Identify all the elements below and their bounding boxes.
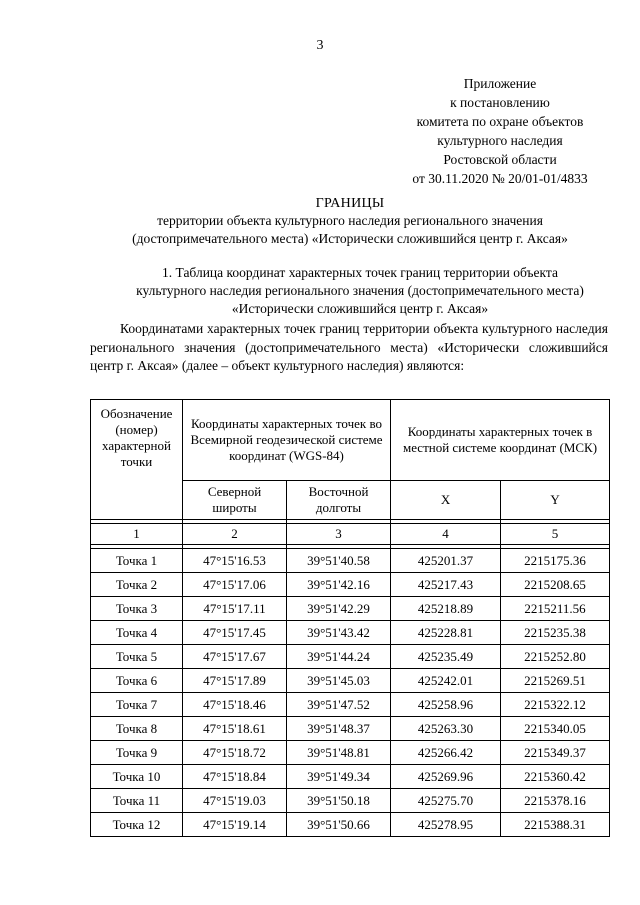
point-name: Точка 5: [91, 645, 183, 669]
point-x: 425228.81: [391, 621, 501, 645]
column-number: 4: [391, 524, 501, 545]
table-row: [91, 669, 610, 693]
point-x: 425258.96: [391, 693, 501, 717]
point-latitude: 47°15'17.11: [183, 597, 287, 621]
appendix-line: культурного наследия: [437, 133, 563, 148]
point-latitude: 47°15'16.53: [183, 549, 287, 573]
point-latitude: 47°15'18.46: [183, 693, 287, 717]
table-title-line: культурного наследия регионального значения (достопримечательного места): [136, 283, 584, 298]
point-longitude: 39°51'42.16: [287, 573, 391, 597]
table-row: [91, 573, 610, 597]
point-latitude: 47°15'17.67: [183, 645, 287, 669]
point-x: 425269.96: [391, 765, 501, 789]
point-x: 425201.37: [391, 549, 501, 573]
column-number-row: [91, 524, 610, 545]
point-latitude: 47°15'18.61: [183, 717, 287, 741]
document-title: ГРАНИЦЫ: [315, 196, 385, 211]
appendix-line: к постановлению: [450, 95, 550, 110]
point-longitude: 39°51'47.52: [287, 693, 391, 717]
intro-paragraph: [90, 320, 608, 376]
appendix-line: комитета по охране объектов: [416, 114, 584, 129]
point-name: Точка 12: [91, 813, 183, 837]
point-y: 2215208.65: [501, 573, 610, 597]
table-row: [91, 549, 610, 573]
point-name: Точка 2: [91, 573, 183, 597]
appendix-line: от 30.11.2020 № 20/01-01/4833: [412, 171, 588, 186]
point-longitude: 39°51'49.34: [287, 765, 391, 789]
header-north: Северной широты: [183, 481, 287, 520]
page-number: 3: [316, 38, 324, 53]
point-name: Точка 4: [91, 621, 183, 645]
point-y: 2215340.05: [501, 717, 610, 741]
point-longitude: 39°51'50.18: [287, 789, 391, 813]
table-row: [91, 789, 610, 813]
point-y: 2215388.31: [501, 813, 610, 837]
header-x: X: [391, 481, 501, 520]
point-longitude: 39°51'40.58: [287, 549, 391, 573]
point-longitude: 39°51'50.66: [287, 813, 391, 837]
point-name: Точка 8: [91, 717, 183, 741]
header-wgs: Координаты характерных точек во Всемирной геодезической системе координат (WGS-84): [183, 400, 391, 481]
point-x: 425235.49: [391, 645, 501, 669]
point-longitude: 39°51'44.24: [287, 645, 391, 669]
point-name: Точка 9: [91, 741, 183, 765]
point-x: 425263.30: [391, 717, 501, 741]
point-latitude: 47°15'17.45: [183, 621, 287, 645]
point-x: 425266.42: [391, 741, 501, 765]
point-y: 2215252.80: [501, 645, 610, 669]
point-latitude: 47°15'17.89: [183, 669, 287, 693]
header-y: Y: [501, 481, 610, 520]
point-x: 425275.70: [391, 789, 501, 813]
coordinates-table: [90, 399, 610, 837]
table-row: [91, 621, 610, 645]
point-name: Точка 10: [91, 765, 183, 789]
point-y: 2215360.42: [501, 765, 610, 789]
point-y: 2215175.36: [501, 549, 610, 573]
point-longitude: 39°51'48.81: [287, 741, 391, 765]
appendix-block: [380, 74, 620, 188]
column-number: 5: [501, 524, 610, 545]
point-name: Точка 1: [91, 549, 183, 573]
point-latitude: 47°15'19.14: [183, 813, 287, 837]
document-subtitle: [60, 212, 640, 248]
point-longitude: 39°51'42.29: [287, 597, 391, 621]
table-row: [91, 597, 610, 621]
column-number: 3: [287, 524, 391, 545]
point-name: Точка 7: [91, 693, 183, 717]
appendix-line: Ростовской области: [443, 152, 557, 167]
table-title: [80, 264, 640, 318]
table-row: [91, 693, 610, 717]
table-row: [91, 765, 610, 789]
subtitle-line: территории объекта культурного наследия регионального значения: [157, 213, 543, 228]
table-row: [91, 741, 610, 765]
table-row: [91, 813, 610, 837]
header-designation: Обозначение (номер) характерной точки: [91, 400, 183, 520]
header-msk: Координаты характерных точек в местной системе координат (МСК): [391, 400, 610, 481]
table-title-line: 1. Таблица координат характерных точек границ территории объекта: [162, 265, 558, 280]
point-y: 2215378.16: [501, 789, 610, 813]
point-latitude: 47°15'17.06: [183, 573, 287, 597]
point-x: 425217.43: [391, 573, 501, 597]
point-latitude: 47°15'18.72: [183, 741, 287, 765]
point-longitude: 39°51'43.42: [287, 621, 391, 645]
point-name: Точка 11: [91, 789, 183, 813]
point-latitude: 47°15'19.03: [183, 789, 287, 813]
point-y: 2215269.51: [501, 669, 610, 693]
header-east: Восточной долготы: [287, 481, 391, 520]
subtitle-line: (достопримечательного места) «Исторически сложившийся центр г. Аксая»: [132, 231, 568, 246]
point-y: 2215211.56: [501, 597, 610, 621]
point-name: Точка 3: [91, 597, 183, 621]
column-number: 1: [91, 524, 183, 545]
point-y: 2215235.38: [501, 621, 610, 645]
intro-paragraph-text: Координатами характерных точек границ территории объекта культурного наследия регионального значения (достопримечательного места) «Исторически сложившийся центр г. Аксая» (далее – объект культурного наследия) являются:: [90, 321, 608, 373]
point-x: 425278.95: [391, 813, 501, 837]
point-x: 425218.89: [391, 597, 501, 621]
point-longitude: 39°51'48.37: [287, 717, 391, 741]
point-name: Точка 6: [91, 669, 183, 693]
point-y: 2215322.12: [501, 693, 610, 717]
point-latitude: 47°15'18.84: [183, 765, 287, 789]
point-longitude: 39°51'45.03: [287, 669, 391, 693]
appendix-line: Приложение: [463, 76, 537, 91]
table-header-row: [91, 400, 610, 481]
table-row: [91, 645, 610, 669]
column-number: 2: [183, 524, 287, 545]
table-title-line: «Исторически сложившийся центр г. Аксая»: [231, 301, 489, 316]
table-row: [91, 717, 610, 741]
point-x: 425242.01: [391, 669, 501, 693]
point-y: 2215349.37: [501, 741, 610, 765]
